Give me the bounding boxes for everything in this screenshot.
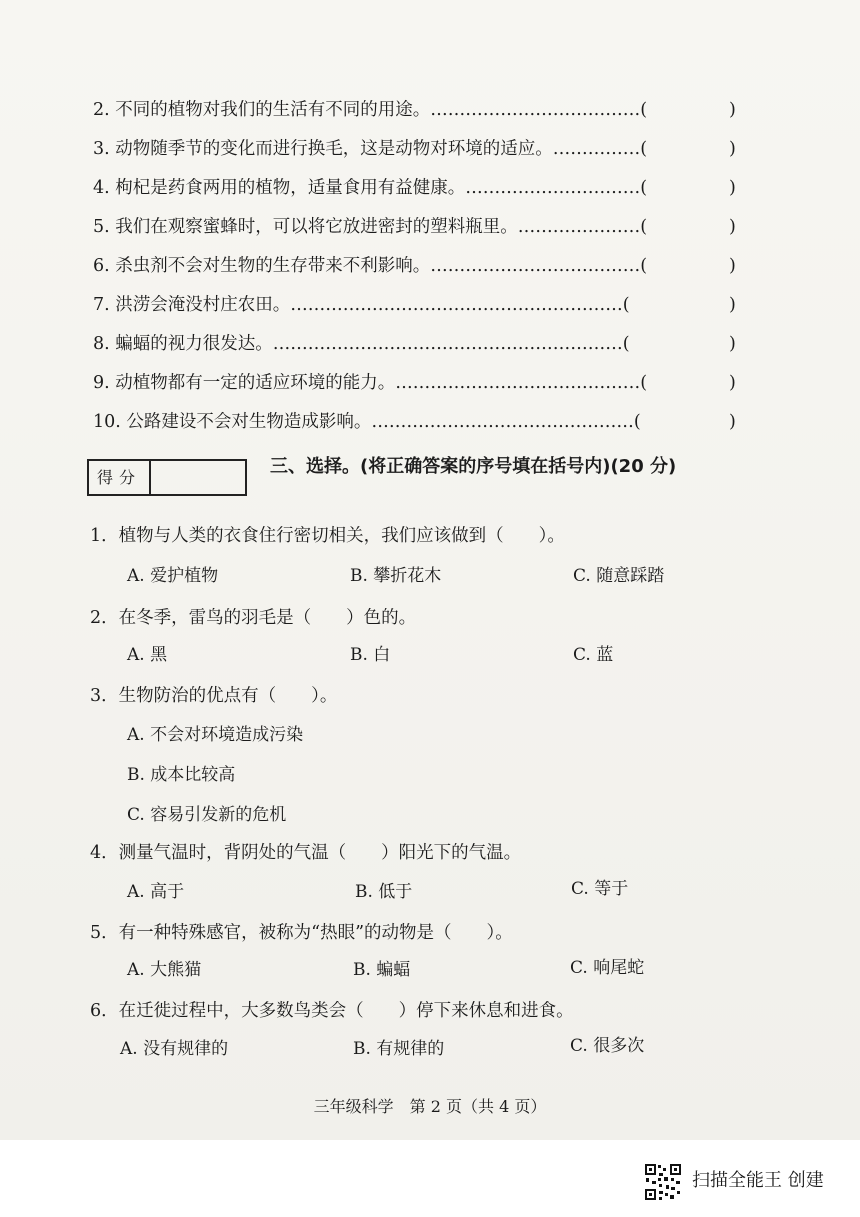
- tf-question: 8. 蝙蝠的视力很发达。……………………………………………………(: [93, 334, 630, 354]
- mc-option: C. 随意踩踏: [573, 566, 665, 586]
- tf-item-10: [93, 407, 743, 437]
- scanner-brand-text: 扫描全能王 创建: [692, 1170, 824, 1191]
- tf-item-7: [93, 290, 743, 320]
- page-footer: 三年级科学 第 2 页（共 4 页）: [313, 1097, 547, 1116]
- tf-question: 3. 动物随季节的变化而进行换毛，这是动物对环境的适应。……………(: [93, 139, 648, 159]
- tf-item-9: [93, 368, 743, 398]
- mc-option: A. 不会对环境造成污染: [127, 725, 304, 745]
- answer-paren: ): [729, 256, 736, 276]
- mc-question-1: 1．植物与人类的衣食住行密切相关，我们应该做到（ ）。: [90, 526, 565, 546]
- tf-question: 4. 枸杞是药食两用的植物，适量食用有益健康。…………………………(: [93, 178, 648, 198]
- mc-option: A. 没有规律的: [120, 1039, 229, 1059]
- tf-item-4: [93, 173, 743, 203]
- answer-paren: ): [729, 217, 736, 237]
- tf-item-2: [93, 95, 743, 125]
- tf-item-6: [93, 251, 743, 281]
- tf-item-3: [93, 134, 743, 164]
- answer-paren: ): [729, 334, 736, 354]
- tf-item-5: [93, 212, 743, 242]
- answer-paren: ): [729, 412, 736, 432]
- tf-question: 2. 不同的植物对我们的生活有不同的用途。………………………………(: [93, 100, 648, 120]
- mc-question-4: 4．测量气温时，背阴处的气温（ ）阳光下的气温。: [90, 843, 522, 863]
- mc-question-2: 2．在冬季，雷鸟的羽毛是（ ）色的。: [90, 608, 417, 628]
- mc-option: B. 成本比较高: [127, 765, 236, 785]
- mc-question-3: 3．生物防治的优点有（ ）。: [90, 686, 338, 706]
- mc-option: B. 低于: [355, 882, 413, 902]
- mc-option: A. 爱护植物: [127, 566, 219, 586]
- answer-paren: ): [729, 295, 736, 315]
- mc-option: C. 等于: [571, 879, 629, 899]
- answer-paren: ): [729, 139, 736, 159]
- mc-question-6: 6．在迁徙过程中，大多数鸟类会（ ）停下来休息和进食。: [90, 1001, 574, 1021]
- score-field[interactable]: [151, 461, 245, 494]
- section-title: 三、选择。(将正确答案的序号填在括号内)(20 分): [270, 456, 677, 477]
- mc-option: B. 白: [350, 645, 391, 665]
- tf-question: 7. 洪涝会淹没村庄农田。…………………………………………………(: [93, 295, 630, 315]
- mc-option: A. 大熊猫: [127, 960, 202, 980]
- mc-option: C. 蓝: [573, 645, 614, 665]
- mc-question-5: 5．有一种特殊感官，被称为“热眼”的动物是（ ）。: [90, 923, 513, 943]
- mc-option: C. 很多次: [570, 1036, 645, 1056]
- tf-item-8: [93, 329, 743, 359]
- answer-paren: ): [729, 100, 736, 120]
- score-label: 得分: [89, 461, 151, 494]
- mc-option: C. 容易引发新的危机: [127, 805, 287, 825]
- mc-option: B. 有规律的: [353, 1039, 445, 1059]
- tf-question: 9. 动植物都有一定的适应环境的能力。……………………………………(: [93, 373, 648, 393]
- tf-question: 10. 公路建设不会对生物造成影响。………………………………………(: [93, 412, 641, 432]
- tf-question: 5. 我们在观察蜜蜂时，可以将它放进密封的塑料瓶里。…………………(: [93, 217, 648, 237]
- score-box: [87, 459, 247, 496]
- qr-code-icon: [644, 1163, 682, 1201]
- mc-option: A. 黑: [127, 645, 168, 665]
- tf-question: 6. 杀虫剂不会对生物的生存带来不利影响。………………………………(: [93, 256, 648, 276]
- answer-paren: ): [729, 178, 736, 198]
- mc-option: A. 高于: [127, 882, 185, 902]
- answer-paren: ): [729, 373, 736, 393]
- mc-option: B. 蝙蝠: [353, 960, 411, 980]
- mc-option: B. 攀折花木: [350, 566, 442, 586]
- mc-option: C. 响尾蛇: [570, 958, 645, 978]
